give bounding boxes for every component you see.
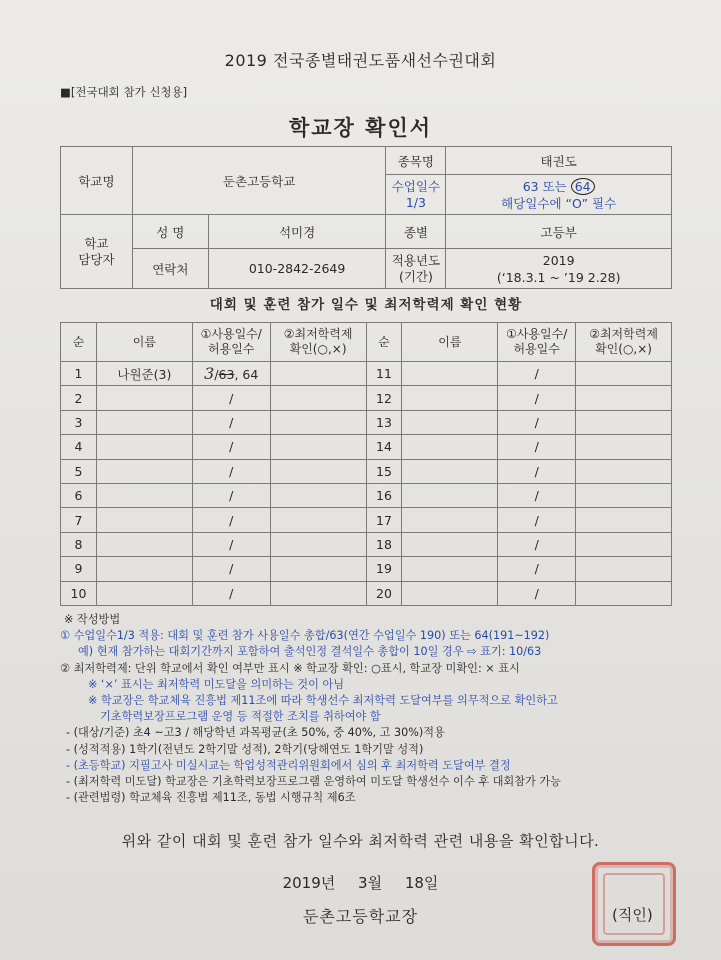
row-number: 12 <box>366 386 402 410</box>
days-cell[interactable]: / <box>192 386 270 410</box>
section-title: 대회 및 훈련 참가 일수 및 최저학력제 확인 현황 <box>209 297 523 313</box>
days-cell[interactable]: / <box>192 581 270 605</box>
header-no-right: 순 <box>366 323 402 362</box>
row-number: 19 <box>366 557 402 581</box>
table-row <box>61 362 672 386</box>
table-row <box>61 459 672 483</box>
row-number: 14 <box>366 435 402 459</box>
min-academic-cell[interactable] <box>270 581 366 605</box>
period-label: 적용년도 (기간) <box>386 249 446 289</box>
days-cell[interactable]: / <box>498 386 576 410</box>
days-cell[interactable]: / <box>498 581 576 605</box>
min-academic-cell[interactable] <box>270 483 366 507</box>
days-cell[interactable]: / <box>192 435 270 459</box>
table-row <box>61 435 672 459</box>
student-name-cell[interactable] <box>402 508 498 532</box>
header-days-left: ①사용일수/ 허용일수 <box>192 323 270 362</box>
header-min-academic-right: ②최저학력제 확인(○,×) <box>576 323 672 362</box>
note-below: - (최저학력 미도달) 학교장은 기초학력보장프로그램 운영하여 미도달 학생선수 이수 후 대회참가 가능 <box>66 775 561 789</box>
student-name-cell[interactable] <box>402 557 498 581</box>
row-number: 9 <box>61 557 97 581</box>
days-cell[interactable]: / <box>498 410 576 434</box>
row-number: 18 <box>366 532 402 556</box>
note-2-b: ※ 학교장은 학교체육 진흥법 제11조에 따라 학생선수 최저학력 도달여부를 의무적으로 확인하고 <box>88 694 558 708</box>
struck-63: 63 <box>218 367 235 383</box>
student-name-cell[interactable] <box>96 483 192 507</box>
note-2-c: 기초학력보장프로그램 운영 등 적절한 조치를 취하여야 함 <box>100 710 381 724</box>
header-name-left: 이름 <box>96 323 192 362</box>
row-number: 5 <box>61 459 97 483</box>
note-grade: - (성적적용) 1학기(전년도 2학기말 성적), 2학기(당해연도 1학기말 성적) <box>66 742 424 756</box>
note-elementary: - (초등학교) 지필고사 미실시교는 학업성적관리위원회에서 심의 후 최저학력 도달여부 결정 <box>66 758 511 772</box>
min-academic-cell[interactable] <box>576 581 672 605</box>
row-number: 10 <box>61 581 97 605</box>
min-academic-cell[interactable] <box>576 459 672 483</box>
confirmation-statement: 위와 같이 대회 및 훈련 참가 일수와 최저학력 관련 내용을 확인합니다. <box>121 832 600 850</box>
period-value: 2019 (‘18.3.1 ~ ’19 2.28) <box>446 249 672 289</box>
days-cell[interactable]: / <box>192 508 270 532</box>
days-cell[interactable]: / <box>192 483 270 507</box>
signature-date: 2019년 3월 18일 <box>282 874 439 892</box>
document-title: 학교장 확인서 <box>288 116 433 140</box>
min-academic-cell[interactable] <box>270 532 366 556</box>
note-heading: ※ 작성방법 <box>64 613 121 626</box>
min-academic-cell[interactable] <box>576 362 672 386</box>
min-academic-cell[interactable] <box>270 459 366 483</box>
min-academic-cell[interactable] <box>576 386 672 410</box>
category-label: 종별 <box>386 215 446 249</box>
table-row <box>61 581 672 605</box>
circled-64: 64 <box>571 178 595 195</box>
header-days-right: ①사용일수/ 허용일수 <box>498 323 576 362</box>
row-number: 4 <box>61 435 97 459</box>
student-name-cell[interactable] <box>402 532 498 556</box>
min-academic-cell[interactable] <box>576 410 672 434</box>
days-cell[interactable]: / <box>192 410 270 434</box>
student-name-cell[interactable] <box>402 410 498 434</box>
min-academic-cell[interactable] <box>270 508 366 532</box>
row-number: 16 <box>366 483 402 507</box>
days-cell[interactable]: / <box>498 532 576 556</box>
row-number: 15 <box>366 459 402 483</box>
category-value: 고등부 <box>446 215 672 249</box>
class-days-label: 수업일수 1/3 <box>386 175 446 215</box>
header-name-right: 이름 <box>402 323 498 362</box>
table-header-row <box>61 323 672 362</box>
min-academic-cell[interactable] <box>576 557 672 581</box>
row-number: 8 <box>61 532 97 556</box>
days-cell[interactable]: / <box>498 508 576 532</box>
instructions <box>60 612 700 806</box>
event-title: 2019 전국종별태권도품새선수권대회 <box>224 51 497 70</box>
min-academic-cell[interactable] <box>270 386 366 410</box>
header-no-left: 순 <box>61 323 97 362</box>
student-name-cell[interactable] <box>402 435 498 459</box>
table-row <box>61 508 672 532</box>
student-name-cell[interactable] <box>402 459 498 483</box>
participation-table <box>60 322 672 606</box>
table-row <box>61 532 672 556</box>
min-academic-cell[interactable] <box>576 483 672 507</box>
days-cell[interactable]: / <box>498 557 576 581</box>
days-cell[interactable]: / <box>192 459 270 483</box>
days-cell[interactable]: / <box>498 435 576 459</box>
row-number: 2 <box>61 386 97 410</box>
table-row <box>61 410 672 434</box>
principal-name: 둔촌고등학교장 <box>302 907 419 926</box>
days-cell[interactable]: / <box>498 483 576 507</box>
student-name-cell[interactable] <box>96 532 192 556</box>
school-info-table <box>60 146 672 289</box>
row-number: 13 <box>366 410 402 434</box>
days-cell[interactable]: 3/63, 64 <box>192 362 270 386</box>
header-min-academic-left: ②최저학력제 확인(○,×) <box>270 323 366 362</box>
student-name-cell[interactable] <box>96 557 192 581</box>
row-number: 11 <box>366 362 402 386</box>
contact-value: 010-2842-2649 <box>208 249 386 289</box>
min-academic-cell[interactable] <box>270 557 366 581</box>
student-name-cell[interactable] <box>96 459 192 483</box>
days-cell[interactable]: / <box>192 557 270 581</box>
row-number: 6 <box>61 483 97 507</box>
name-value: 석미경 <box>208 215 386 249</box>
student-name-cell[interactable] <box>402 362 498 386</box>
note-1: ① 수업일수1/3 적용: 대회 및 훈련 참가 사용일수 총합/63(연간 수업일수 190) 또는 64(191~192) <box>60 629 550 643</box>
seal-label: (직인) <box>612 906 653 924</box>
student-name-cell[interactable] <box>96 410 192 434</box>
table-row <box>61 557 672 581</box>
note-target: - (대상/기준) 초4 ~고3 / 해당학년 과목평균(초 50%, 중 40%, 고 30%)적용 <box>66 726 445 740</box>
class-days-value: 63 또는 64 해당일수에 “O” 필수 <box>446 175 672 215</box>
days-cell[interactable]: / <box>192 532 270 556</box>
school-name-value: 둔촌고등학교 <box>132 147 386 215</box>
row-number: 1 <box>61 362 97 386</box>
note-law: - (관련법령) 학교체육 진흥법 제11조, 동법 시행규칙 제6조 <box>66 791 356 805</box>
contact-label: 연락처 <box>132 249 208 289</box>
note-1-example: 예) 현재 참가하는 대회기간까지 포함하여 출석인정 결석일수 총합이 10일 경우 ⇨ 표기: 10/63 <box>78 645 542 659</box>
row-number: 7 <box>61 508 97 532</box>
teacher-label: 학교 담당자 <box>61 215 133 289</box>
note-2-a: ※ ‘×’ 표시는 최저학력 미도달을 의미하는 것이 아님 <box>88 677 345 691</box>
student-name-cell[interactable] <box>96 581 192 605</box>
student-name-cell[interactable] <box>402 581 498 605</box>
table-row <box>61 483 672 507</box>
note-2: ② 최저학력제: 단위 학교에서 확인 여부만 표시 ※ 학교장 확인: ○표시, 학교장 미확인: × 표시 <box>60 661 520 675</box>
form-tag: ■[전국대회 참가 신청용] <box>60 85 188 99</box>
event-value: 태권도 <box>446 147 672 175</box>
days-cell[interactable]: / <box>498 362 576 386</box>
min-academic-cell[interactable] <box>576 532 672 556</box>
min-academic-cell[interactable] <box>576 435 672 459</box>
student-name-cell[interactable] <box>96 508 192 532</box>
min-academic-cell[interactable] <box>270 362 366 386</box>
student-name-cell[interactable] <box>96 435 192 459</box>
student-name-cell[interactable] <box>96 386 192 410</box>
event-label: 종목명 <box>386 147 446 175</box>
row-number: 17 <box>366 508 402 532</box>
days-cell[interactable]: / <box>498 459 576 483</box>
student-name-cell[interactable]: 나원준(3) <box>96 362 192 386</box>
table-row <box>61 386 672 410</box>
min-academic-cell[interactable] <box>576 508 672 532</box>
name-label: 성 명 <box>132 215 208 249</box>
row-number: 3 <box>61 410 97 434</box>
handwritten-days: 3 <box>204 364 215 384</box>
row-number: 20 <box>366 581 402 605</box>
min-academic-cell[interactable] <box>270 410 366 434</box>
student-name-cell[interactable] <box>402 483 498 507</box>
school-name-label: 학교명 <box>61 147 133 215</box>
min-academic-cell[interactable] <box>270 435 366 459</box>
student-name-cell[interactable] <box>402 386 498 410</box>
